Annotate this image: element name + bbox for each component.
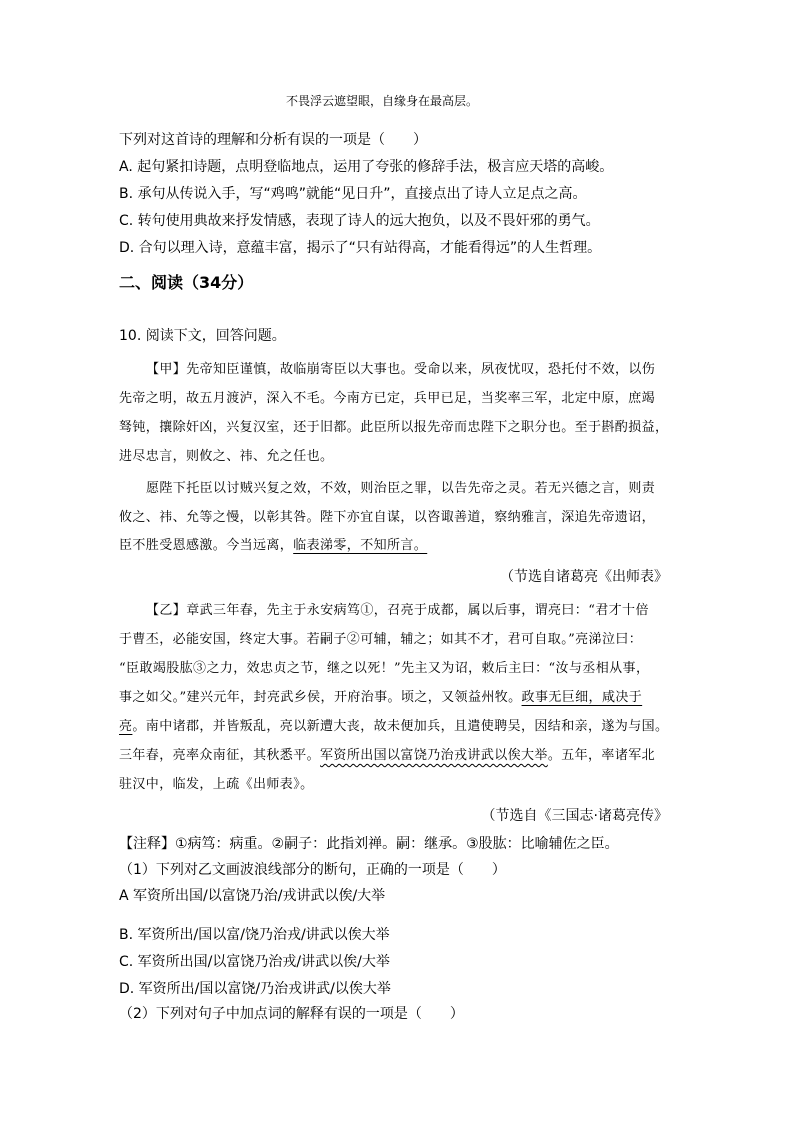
yi-line-1: 【乙】章武三年春，先主于永安病笃①，召亮于成都，属以后事，谓亮曰：“君才十倍 xyxy=(146,603,649,618)
jia-line-5: 愿陛下托臣以讨贼兴复之效，不效，则治臣之罪，以告先帝之灵。若无兴德之言，则责 xyxy=(146,481,656,496)
yi-source: （节选自《三国志·诸葛亮传》 xyxy=(481,808,668,824)
question-9-stem: 下列对这首诗的理解和分析有误的一项是（ ） xyxy=(119,132,427,148)
question-9-option-b: B. 承句从传说入手，写“鸡鸣”就能“见日升”，直接点出了诗人立足点之高。 xyxy=(119,186,587,202)
annotation-notes: 【注释】①病笃：病重。②嗣子：此指刘禅。嗣：继承。③股肱：比喻辅佐之臣。 xyxy=(119,836,619,852)
yi-line-4-text: 事之如父。”建兴元年，封亮武乡侯，开府治事。顷之，又领益州牧。 xyxy=(119,690,522,705)
jia-line-2: 先帝之明，故五月渡泸，深入不毛。今南方已定，兵甲已足，当奖率三军，北定中原，庶竭 xyxy=(119,391,656,406)
sub-question-1-option-a: A 军资所出国/以富饶乃治/戎讲武以俟/大举 xyxy=(119,888,386,904)
poem-line: 不畏浮云遮望眼，自缘身在最高层。 xyxy=(286,94,479,108)
sub-question-1-option-c: C. 军资所出国/以富饶乃治戎/讲武以俟/大举 xyxy=(119,954,390,970)
yi-line-3: “臣敢竭股肱③之力，效忠贞之节，继之以死！”先主又为诏，敕后主曰：“汝与丞相从事， xyxy=(119,661,650,676)
jia-line-7 xyxy=(119,536,427,556)
yi-line-6 xyxy=(119,746,655,766)
jia-line-4: 进尽忠言，则攸之、祎、允之任也。 xyxy=(119,449,334,464)
yi-line-6-tail: 。五年，率诸军北 xyxy=(547,748,656,763)
question-9-option-d: D. 合句以理入诗，意蕴丰富，揭示了“只有站得高，才能看得远”的人生哲理。 xyxy=(119,240,602,256)
underlined-sentence: 政事无巨细，咸决于 xyxy=(521,690,643,705)
section-heading: 二、阅读（34分） xyxy=(119,273,254,292)
yi-line-5-text: 。南中诸郡，并皆叛乱，亮以新遭大丧，故未便加兵，且遣使聘吴，因结和亲，遂为与国。 xyxy=(132,719,669,734)
yi-line-5 xyxy=(119,717,668,737)
sub-question-2-stem: （2）下列对句子中加点词的解释有误的一项是（ ） xyxy=(119,1006,464,1022)
wavy-underlined-sentence: 军资所出国以富饶乃治戎讲武以俟大举 xyxy=(320,748,548,763)
yi-line-6-text: 三年春，亮率众南征，其秋悉平。 xyxy=(119,748,321,763)
jia-line-3: 驽钝，攘除奸凶，兴复汉室，还于旧都。此臣所以报先帝而忠陛下之职分也。至于斟酌损益， xyxy=(119,420,669,435)
jia-line-7-text: 臣不胜受恩感激。今当远离， xyxy=(119,538,294,553)
yi-line-7: 驻汉中，临发，上疏《出师表》。 xyxy=(119,777,314,792)
yi-line-4 xyxy=(119,688,642,708)
yi-line-2: 于曹丕，必能安国，终定大事。若嗣子②可辅，辅之；如其不才，君可自取。”亮涕泣曰： xyxy=(119,632,643,647)
sub-question-1-option-b: B. 军资所出/国以富/饶乃治戎/讲武以俟大举 xyxy=(119,927,390,943)
jia-line-6: 攸之、祎、允等之慢，以彰其咎。陛下亦宜自谋，以咨诹善道，察纳雅言，深追先帝遗诏， xyxy=(119,510,656,525)
underlined-sentence-end: 亮 xyxy=(119,719,133,734)
sub-question-1-option-d: D. 军资所出/国以富饶/乃治戎讲武/以俟大举 xyxy=(119,981,391,997)
question-10-stem: 10. 阅读下文，回答问题。 xyxy=(119,328,286,344)
jia-source: （节选自诸葛亮《出师表》 xyxy=(500,569,668,585)
question-9-option-a: A. 起句紧扣诗题，点明登临地点，运用了夸张的修辞手法，极言应天塔的高峻。 xyxy=(119,159,614,175)
question-9-option-c: C. 转句使用典故来抒发情感，表现了诗人的远大抱负，以及不畏奸邪的勇气。 xyxy=(119,213,600,229)
sub-question-1-stem: （1）下列对乙文画波浪线部分的断句，正确的一项是（ ） xyxy=(119,862,506,878)
jia-line-1: 【甲】先帝知臣谨慎，故临崩寄臣以大事也。受命以来，夙夜忧叹，恐托付不效，以伤 xyxy=(146,362,656,377)
underlined-sentence: 临表涕零，不知所言。 xyxy=(293,538,428,553)
